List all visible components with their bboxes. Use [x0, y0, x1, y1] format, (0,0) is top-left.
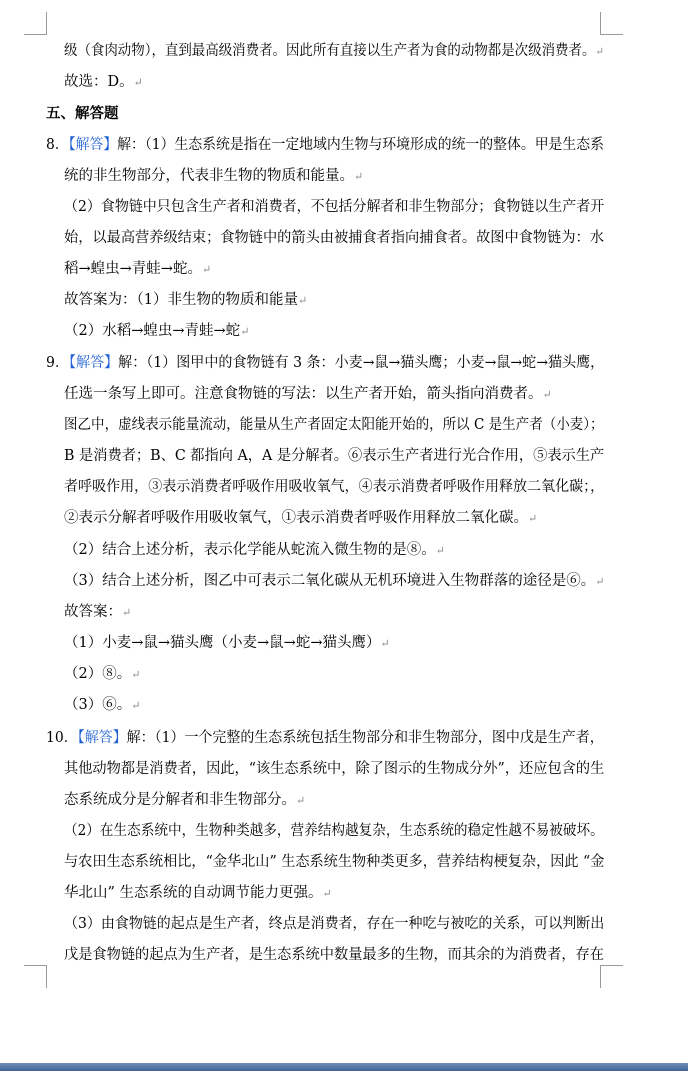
paragraph-mark: ↵	[122, 606, 132, 619]
text-line: （3）⑥。↵	[64, 697, 141, 713]
text-line: （2）水稻→蝗虫→青蛙→蛇↵	[64, 323, 250, 339]
section-heading: 五、解答题	[46, 105, 119, 122]
paragraph-mark: ↵	[131, 668, 141, 681]
text-line: （1）小麦→鼠→猫头鹰（小麦→鼠→蛇→猫头鹰）↵	[64, 635, 390, 651]
answer-tag: 【解答】	[68, 137, 118, 153]
paragraph-mark: ↵	[354, 170, 364, 183]
text-line: （3）结合上述分析，图乙中可表示二氧化碳从无机环境进入生物群落的途径是⑥。↵	[64, 573, 605, 589]
text-line: 与农田生态系统相比，“金华北山” 生态系统生物种类更多，营养结构梗复杂，因此 “金	[64, 854, 605, 870]
text-line: 态系统成分是分解者和非生物部分。↵	[64, 792, 306, 808]
paragraph-mark: ↵	[201, 263, 212, 276]
paragraph-mark: ↵	[595, 45, 604, 58]
text-line: 华北山” 生态系统的自动调节能力更强。↵	[64, 885, 332, 901]
question-number: 8．	[46, 137, 69, 153]
text-line: 任选一条写上即可。注意食物链的写法：以生产者开始，箭头指向消费者。↵	[64, 386, 552, 402]
paragraph-mark: ↵	[528, 512, 538, 525]
text-line: （2）食物链中只包含生产者和消费者，不包括分解者和非生物部分；食物链以生产者开	[64, 199, 605, 215]
text-line: 故答案为：（1）非生物的物质和能量↵	[64, 292, 308, 308]
question-number: 10．	[46, 730, 78, 746]
text-line: 故答案：↵	[64, 604, 132, 620]
answer-tag: 【解答】	[77, 730, 127, 746]
text-line: （2）⑧。↵	[64, 666, 141, 682]
paragraph-mark: ↵	[240, 325, 250, 338]
text-line: 者呼吸作用，③表示消费者呼吸作用吸收氧气，④表示消费者呼吸作用释放二氧化碳；，	[64, 479, 605, 495]
paragraph-mark: ↵	[435, 544, 445, 557]
paragraph-mark: ↵	[297, 294, 308, 307]
text-line: 10．【解答】解：（1）一个完整的生态系统包括生物部分和非生物部分，图中戊是生产者，	[46, 730, 604, 746]
answer-tag: 【解答】	[68, 355, 119, 371]
text-line: 稻→蝗虫→青蛙→蛇。↵	[64, 261, 212, 277]
paragraph-mark: ↵	[322, 887, 332, 900]
text-line: 始，以最高营养级结束；食物链中的箭头由被捕食者指向捕食者。故图中食物链为：水	[64, 230, 604, 246]
text-line: 级（食肉动物），直到最高级消费者。因此所有直接以生产者为食的动物都是次级消费者。↵	[64, 43, 604, 59]
paragraph-mark: ↵	[133, 76, 143, 89]
text-line: B 是消费者；B、C 都指向 A，A 是分解者。⑥表示生产者进行光合作用，⑤表示生产	[64, 448, 605, 464]
text-line: 其他动物都是消费者，因此，“该生态系统中，除了图示的生物成分外”，还应包含的生	[64, 761, 605, 777]
text-line: 8．【解答】解：（1）生态系统是指在一定地域内生物与环境形成的统一的整体。甲是生态系	[46, 137, 604, 153]
text-line: 9．【解答】解：（1）图甲中的食物链有 3 条：小麦→鼠→猫头鹰；小麦→鼠→蛇→猫头鹰，	[46, 355, 605, 371]
window-bottom-bar	[0, 1063, 688, 1071]
question-number: 9．	[46, 355, 69, 371]
text-line: ②表示分解者呼吸作用吸收氧气，①表示消费者呼吸作用释放二氧化碳。↵	[64, 510, 538, 526]
paragraph-mark: ↵	[131, 699, 141, 712]
text-line: 故选：D。↵	[64, 74, 143, 90]
paragraph-mark: ↵	[296, 794, 306, 807]
text-line: 图乙中，虚线表示能量流动，能量从生产者固定太阳能开始的，所以 C 是生产者（小麦）；	[64, 417, 604, 433]
text-line: （3）由食物链的起点是生产者，终点是消费者，存在一种吃与被吃的关系，可以判断出	[64, 916, 605, 932]
paragraph-mark: ↵	[380, 637, 390, 650]
text-line: （2）在生态系统中，生物种类越多，营养结构越复杂，生态系统的稳定性越不易被破坏。	[64, 823, 604, 839]
text-line: 统的非生物部分，代表非生物的物质和能量。↵	[64, 168, 364, 184]
text-line: （2）结合上述分析，表示化学能从蛇流入微生物的是⑧。↵	[64, 542, 445, 558]
margin-corner-top-right	[600, 12, 623, 35]
margin-corner-bottom-left	[24, 965, 47, 988]
paragraph-mark: ↵	[595, 575, 605, 588]
margin-corner-bottom-right	[600, 965, 623, 988]
margin-corner-top-left	[24, 12, 47, 35]
text-line: 戊是食物链的起点为生产者，是生态系统中数量最多的生物，而其余的为消费者，存在	[64, 947, 604, 963]
paragraph-mark: ↵	[542, 388, 552, 401]
